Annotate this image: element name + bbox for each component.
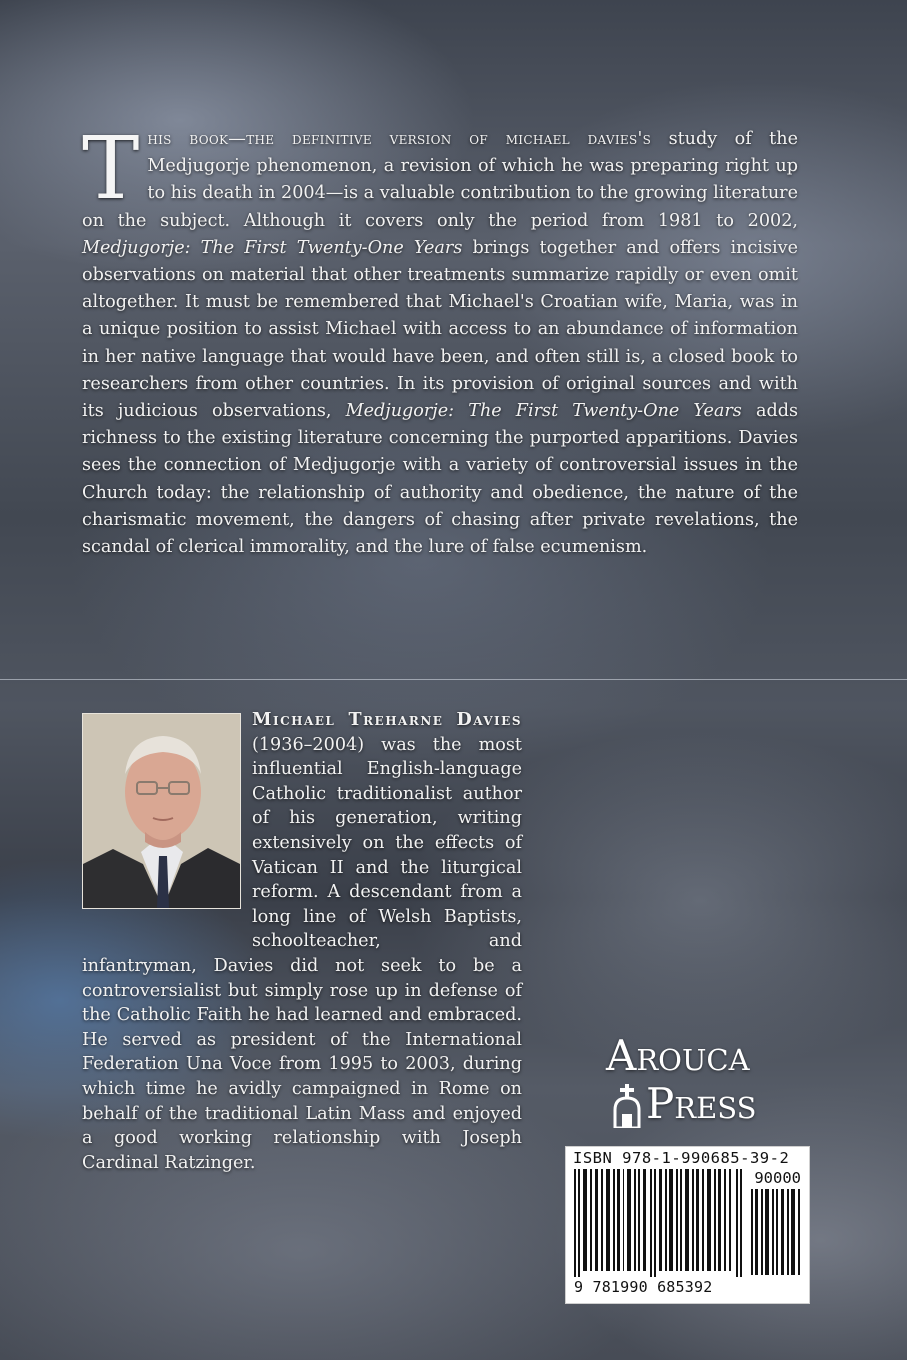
publisher-logo xyxy=(606,1030,806,1140)
description-blurb xyxy=(82,119,799,561)
drop-cap: T xyxy=(82,119,140,219)
author-bio-text: was the most influential English-language Catholic traditionalist author of his generation, writing extensively on the effects of Vatican II and the liturgical reform. A descendant from a long line of Welsh Baptists, schoolteacher, and infantryman, Davies did not seek to be a controversialist but simply rose up in defense of the Catholic Faith he had learned and embraced. He served as president of the International Federation Una Voce from 1995 to 2003, during which time he avidly campaigned in Rome on behalf of the traditional Latin Mass and enjoyed a good working relationship with Joseph Cardinal Ratzinger. xyxy=(82,734,522,1173)
blurb-lead-in: his book—the definitive version of michael davies's xyxy=(147,129,652,149)
price-code: 90000 xyxy=(754,1169,801,1187)
book-title-italic: Medjugorje: The First Twenty-One Years xyxy=(345,401,742,422)
author-name: Michael Treharne Davies xyxy=(252,709,522,730)
isbn-label: ISBN 978-1-990685-39-2 xyxy=(573,1149,790,1167)
publisher-name-line2: Press xyxy=(646,1079,757,1128)
section-divider xyxy=(0,679,907,680)
author-dates: (1936–2004) xyxy=(252,734,365,755)
author-bio xyxy=(82,708,522,1175)
price-addon-bars xyxy=(750,1189,804,1275)
photo-spacer xyxy=(82,708,252,930)
ean-digits: 9 781990 685392 xyxy=(574,1278,713,1296)
blurb-text: study of the Medjugorje phenomenon, a revision of which he was preparing right up to his death in 2004—is a valuable contribution to the growing literature on the subject. Although it covers only the period from 1981 to 2002, xyxy=(82,129,798,231)
tombstone-cross-icon xyxy=(612,1084,642,1128)
book-title-italic: Medjugorje: The First Twenty-One Years xyxy=(82,237,463,258)
blurb-text: adds richness to the existing literature concerning the purported apparitions. Davies sees the connection of Medjugorje with a variety of controversial issues in the Church today: the relationship of authority and obedience, the nature of the charismatic movement, the dangers of chasing after private revelations, the scandal of clerical immorality, and the lure of false ecumenism. xyxy=(82,401,799,558)
isbn-barcode xyxy=(565,1146,810,1304)
blurb-text: brings together and offers incisive observations on material that other treatments summarize rapidly or even omit altogether. It must be remembered that Michael's Croatian wife, Maria, was in a unique position to assist Michael with access to an abundance of information in her native language that would have been, and often still is, a closed book to researchers from other countries. In its provision of original sources and with its judicious observations, xyxy=(82,237,798,422)
ean-barcode-bars xyxy=(572,1169,744,1277)
publisher-name-line1: Arouca xyxy=(606,1031,750,1080)
